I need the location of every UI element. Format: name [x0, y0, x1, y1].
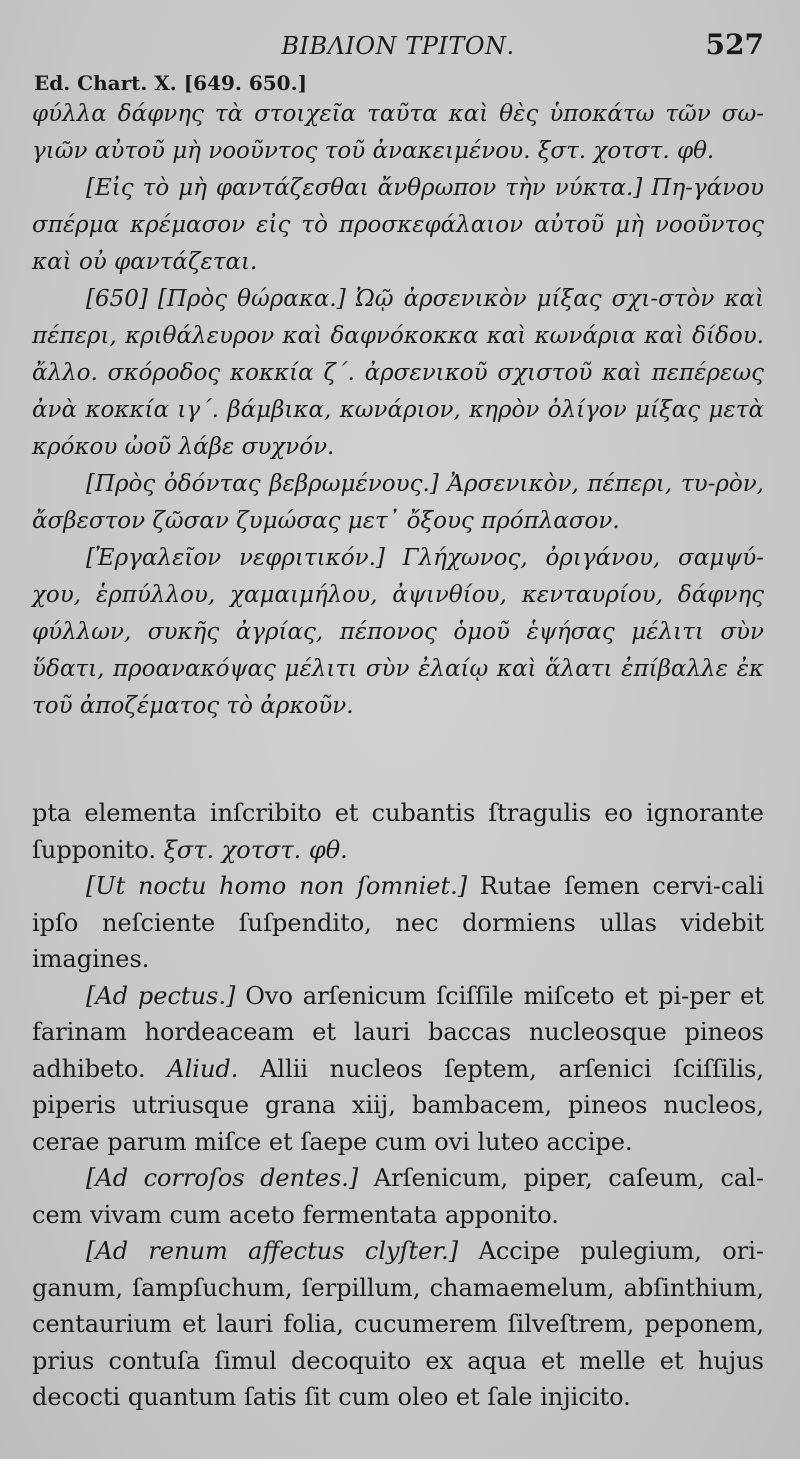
greek-paragraph: [650] [Πρὸς θώρακα.] Ὠῷ ἀρσενικὸν μίξας σχι-στὸν καὶ πέπερι, κριθάλευρον καὶ δαφνόκοκκα καὶ κωνάρια καὶ δίδου. ἄλλο. σκόροδος κοκκία ζ΄. ἀρσενικοῦ σχιστοῦ καὶ πεπέρεως ἀνὰ κοκκία ιγ΄. βάμβικα, κωνάριον, κηρὸν ὀλίγον μίξας μετὰ κρόκου ὠοῦ λάβε συχνόν.	[32, 286, 764, 460]
edition-reference: Ed. Chart. X. [649. 650.]	[34, 71, 308, 95]
latin-heading: [Ad corroſos dentes.]	[86, 1164, 359, 1192]
latin-heading: [Ad pectus.]	[86, 981, 236, 1010]
latin-paragraph	[32, 1233, 764, 1416]
latin-paragraph	[32, 795, 764, 868]
latin-text: Arſenicum, piper, caſeum, cal-cem vivam cum aceto fermentata apponito.	[32, 1164, 764, 1229]
latin-heading: Aliud.	[167, 1054, 239, 1083]
latin-text-block	[32, 795, 764, 1416]
latin-heading: [Ad renum affectus clyſter.]	[86, 1237, 459, 1265]
greek-text-block	[32, 96, 764, 725]
latin-paragraph	[32, 978, 764, 1161]
latin-text: pta elementa inſcribito et cubantis ſtragulis eo ignorante ſupponito.	[32, 799, 764, 864]
greek-inline: ξστ. χοτστ. φθ.	[163, 835, 348, 864]
greek-paragraph: [Εἰς τὸ μὴ φαντάζεσθαι ἄνθρωπον τὴν νύκτα.] Πη-γάνου σπέρμα κρέμασον εἰς τὸ προσκεφάλαιον αὐτοῦ μὴ νοοῦντος καὶ οὐ φαντάζεται.	[32, 175, 764, 275]
latin-paragraph	[32, 868, 764, 978]
latin-text: Allii nucleos ſeptem, arſenici ſciſſilis, piperis utriusque grana xiij, bambacem, pineos nucleos, cerae parum miſce et ſaepe cum ovi luteo accipe.	[32, 1054, 764, 1156]
greek-paragraph: φύλλα δάφνης τὰ στοιχεῖα ταῦτα καὶ θὲς ὑποκάτω τῶν σω-γιῶν αὐτοῦ μὴ νοοῦντος τοῦ ἀνακειμένου. ξστ. χοτστ. φθ.	[32, 101, 764, 164]
latin-heading: [Ut noctu homo non ſomniet.]	[86, 872, 468, 900]
latin-text: Accipe pulegium, ori-ganum, ſampſuchum, ſerpillum, chamaemelum, abſinthium, centaurium et lauri folia, cucumerem ſilveſtrem, peponem, prius contuſa ſimul decoquito ex aqua et melle et hujus decocti quantum ſatis ſit cum oleo et ſale injicito.	[32, 1237, 764, 1411]
greek-paragraph: [Ἐργαλεῖον νεφριτικόν.] Γλήχωνος, ὀριγάνου, σαμψύ-χου, ἑρπύλλου, χαμαιμήλου, ἀψινθίου, κενταυρίου, δάφνης φύλλων, συκῆς ἀγρίας, πέπονος ὁμοῦ ἑψήσας μέλιτι σὺν ὕδατι, προανακόψας μέλιτι σὺν ἐλαίῳ καὶ ἅλατι ἐπίβαλλε ἐκ τοῦ ἀποζέματος τὸ ἀρκοῦν.	[32, 545, 764, 719]
running-head	[32, 28, 764, 68]
page-number: 527	[705, 28, 764, 61]
latin-text: Rutae ſemen cervi-cali ipſo neſciente ſuſpendito, nec dormiens ullas videbit imagines.	[32, 872, 764, 973]
running-title: ΒΙΒΛΙΟΝ ΤΡΙΤΟΝ.	[281, 32, 515, 60]
latin-text: Ovo arſenicum ſciſſile miſceto et pi-per et farinam hordeaceam et lauri baccas nucleosque pineos adhibeto.	[32, 981, 764, 1083]
latin-paragraph	[32, 1160, 764, 1233]
greek-paragraph: [Πρὸς ὀδόντας βεβρωμένους.] Ἀρσενικὸν, πέπερι, τυ-ρὸν, ἄσβεστον ζῶσαν ζυμώσας μετ᾽ ὄξους πρόπλασον.	[32, 471, 764, 534]
